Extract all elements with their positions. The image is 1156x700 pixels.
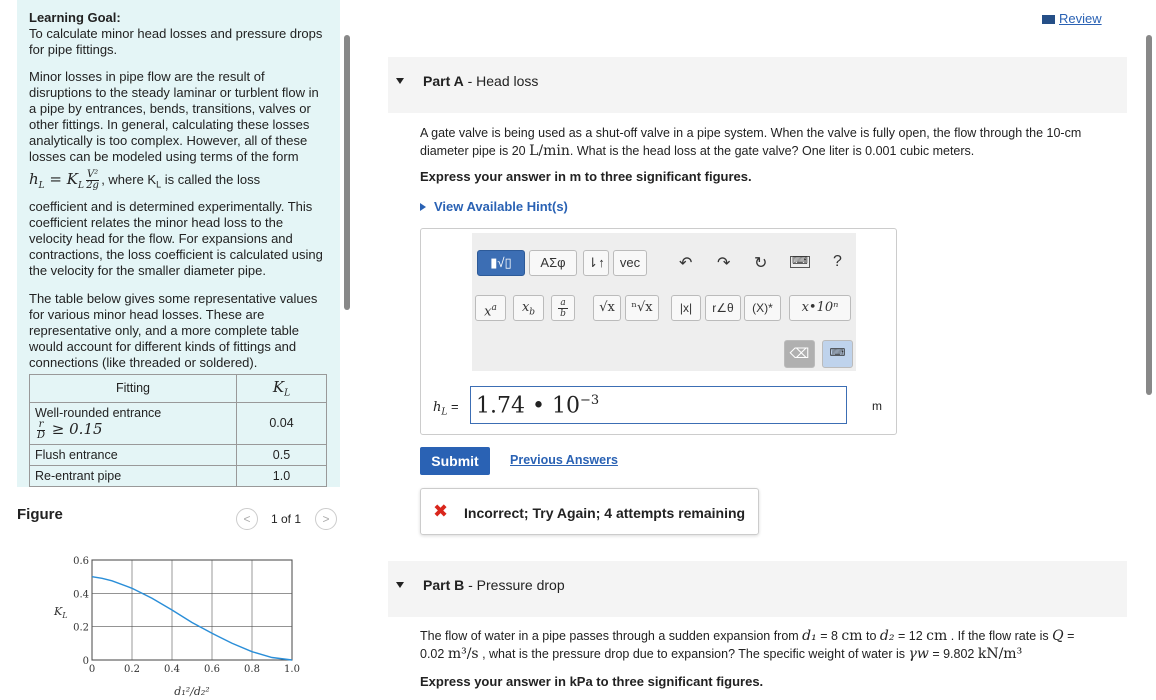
figure-pager: 1 of 1 [271,512,302,526]
undo-icon[interactable]: ↶ [679,255,693,272]
fraction-button[interactable]: a b [551,295,575,321]
learning-goal-title: Learning Goal: [29,10,121,25]
part-b-instruction: Express your answer in kPa to three significant figures. [420,674,764,689]
part-a-instruction: Express your answer in m to three significant figures. [420,169,752,184]
part-b-header[interactable] [388,561,1127,617]
intro-paragraph-2: coefficient and is determined experimentally. This coefficient relates the minor head loss to the velocity head for the flow. For expansions and contractions, the loss coefficient is calculated using the velocity for the smaller diameter pipe. [29,199,323,278]
superscript-button[interactable]: $x^a$ [475,295,506,321]
table-cell-fitting: Flush entrance [30,444,237,465]
figure-prev-button[interactable]: < [236,508,258,530]
table-row [30,465,327,486]
plot-frame [92,560,292,660]
incorrect-icon: ✖ [433,501,449,521]
arrows-button[interactable]: ⇂↑ [583,250,609,276]
figure-title: Figure [17,506,63,523]
table-row [30,402,327,444]
submit-button[interactable]: Submit [420,447,490,475]
formula-hl: $h_L = K_L$ [29,170,84,191]
keyboard-icon[interactable]: ⌨ [790,256,810,268]
caret-down-icon [396,582,404,588]
loss-coefficient-table [29,374,327,487]
answer-unit: m [872,399,882,413]
table-cell-fitting: Well-rounded entrance $\frac{r}{D}$ ≥ 0.15 [30,402,237,444]
x-tick-label: 0 [88,664,96,675]
reset-icon[interactable]: ↻ [754,255,768,272]
angle-button[interactable]: r∠θ [705,295,741,321]
math-toolbar [472,233,856,371]
table-cell-fitting: Re-entrant pipe [30,465,237,486]
x-tick-label: 0.8 [244,664,260,675]
table-cell-value: 1.0 [237,465,327,486]
x-tick-label: 1.0 [284,664,300,675]
nth-root-button[interactable]: ⁿ√x [625,295,659,321]
subscript-button[interactable]: $x_b$ [513,295,544,321]
problem-intro-panel [17,0,340,487]
table-header-kl: $K_L$ [237,375,327,403]
previous-answers-link[interactable]: Previous Answers [510,453,618,467]
formula-fraction: $\frac{\text{V²}}{2g}$ [86,169,99,192]
answer-variable-label: $h_L$ = [433,399,459,418]
table-header-fitting: Fitting [30,375,237,403]
part-a-question: A gate valve is being used as a shut-off valve in a pipe system. When the valve is fully open, the flow through the 10-cm diameter pipe is 20 L/min. What is the head loss at the gate valve? One liter is 0.001 cubic meters. [420,126,1082,159]
x-tick-label: 0.4 [164,664,180,675]
caret-down-icon [396,78,404,84]
feedback-box [420,488,759,535]
answer-box [420,228,897,435]
right-scrollbar[interactable] [1146,35,1152,395]
redo-icon[interactable]: ↷ [717,255,731,272]
review-link[interactable]: Review [1042,11,1102,26]
learning-goal-text: To calculate minor head losses and pressure drops for pipe fittings. [29,26,323,57]
table-cell-value: 0.04 [237,402,327,444]
book-icon [1042,15,1055,24]
sqrt-button[interactable]: √x [593,295,621,321]
loss-formula-line: $h_L = K_L$ $\frac{\text{V²}}{2g}$ , where $K_L$ is called the loss [29,169,261,192]
abs-button[interactable]: |x| [671,295,701,321]
x-tick-label: 0.2 [124,664,140,675]
greek-button[interactable]: ΑΣφ [529,250,577,276]
answer-input[interactable]: 1.74 • $10^{-3}$ [470,386,847,424]
keyboard-toggle-icon[interactable]: ⌨ [822,340,853,368]
y-axis-label: $K_L$ [54,605,68,620]
y-tick-label: 0.4 [73,589,89,601]
table-row [30,444,327,465]
table-header-row [30,375,327,403]
y-tick-label: 0.2 [73,622,89,634]
vec-button[interactable]: vec [613,250,647,276]
figure-header [17,500,340,536]
scientific-notation-button[interactable]: x•10ⁿ [789,295,851,321]
view-hints-link[interactable]: View Available Hint(s) [420,199,568,214]
part-b-question: The flow of water in a pipe passes through a sudden expansion from d₁ = 8 cm to d₂ = 12 cm . If the flow rate is Q = 0.02 m³/s , what is the pressure drop due to expansion? The specific weight of water is γw = 9.802 kN/m³ [420,628,1075,662]
y-tick-label: 0 [82,656,89,667]
x-axis-label: d₁²/d₂² [174,685,210,698]
caret-right-icon [420,203,426,211]
help-icon[interactable]: ? [833,253,842,270]
y-tick-label: 0.6 [73,556,89,567]
delete-icon[interactable]: ⌫ [784,340,815,368]
series-line [92,577,292,660]
figure-next-button[interactable]: > [315,508,337,530]
left-scrollbar[interactable] [344,35,350,310]
feedback-text: Incorrect; Try Again; 4 attempts remaining [464,505,746,521]
part-a-header[interactable] [388,57,1127,113]
templates-button[interactable]: ▮√▯ [477,250,525,276]
intro-paragraph-1: Minor losses in pipe flow are the result of disruptions to the steady laminar or turblent flow in a pipe by entrances, bends, transitions, valves or other fittings. In general, calculating these losses analytically is too complex. However, all of these losses can be modeled using terms of the form [29,69,319,164]
x-tick-label: 0.6 [204,664,220,675]
table-cell-value: 0.5 [237,444,327,465]
part-a-title: Part A - Head loss [423,73,539,89]
part-b-title: Part B - Pressure drop [423,577,565,593]
loss-coefficient-chart [40,550,320,700]
intro-paragraph-3: The table below gives some representative values for various minor head losses. These are representative only, and a more complete table would account for different kinds of fittings and connections (like threaded or soldered). [29,291,318,370]
conjugate-button[interactable]: (X)* [744,295,781,321]
